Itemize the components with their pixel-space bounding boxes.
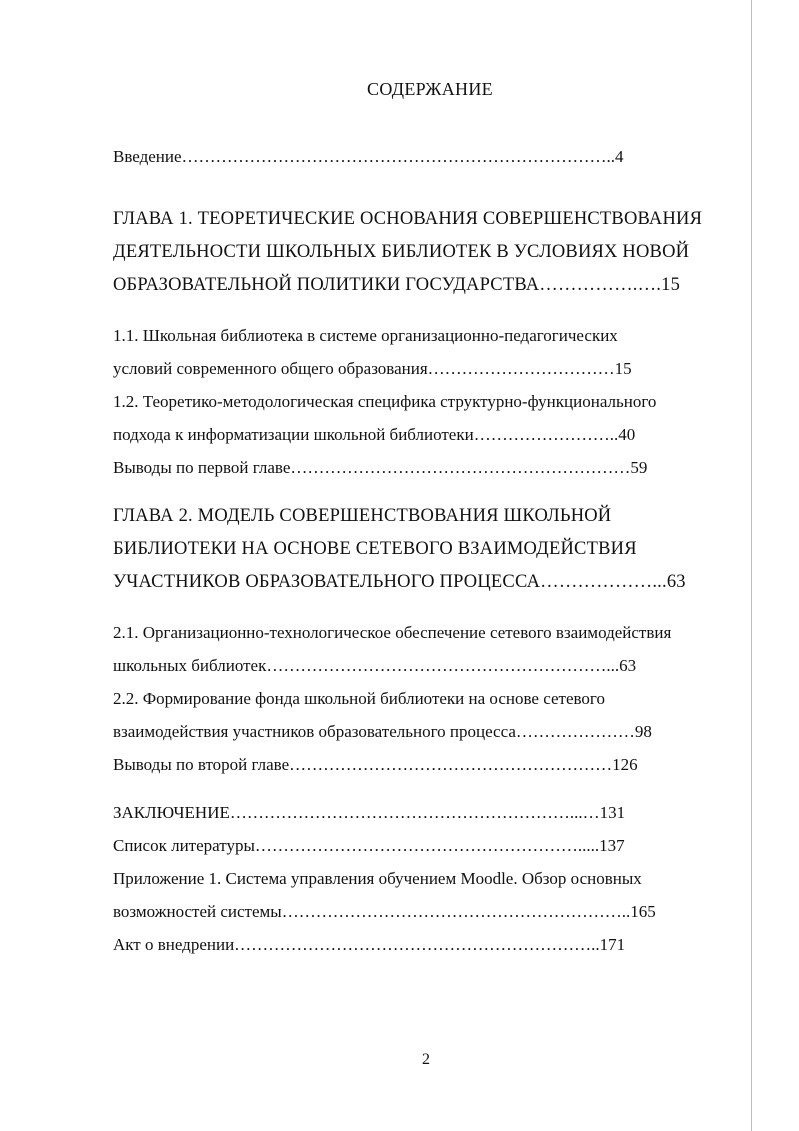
toc-entry-bibliography: Список литературы………………………………………………….....137 <box>113 836 625 855</box>
toc-section-1-2-line-2: подхода к информатизации школьной библиотеки……………………..40 <box>113 425 636 444</box>
page-edge-divider <box>751 0 752 1131</box>
toc-chapter-2-line-1: ГЛАВА 2. МОДЕЛЬ СОВЕРШЕНСТВОВАНИЯ ШКОЛЬНОЙ <box>113 506 612 526</box>
toc-entry-conclusions-chapter-2: Выводы по второй главе…………………………………………………126 <box>113 755 638 774</box>
toc-section-1-1-line-1: 1.1. Школьная библиотека в системе организационно-педагогических <box>113 326 618 345</box>
toc-entry-implementation-act: Акт о внедрении………………………………………………………..171 <box>113 935 626 954</box>
toc-section-2-1-line-1: 2.1. Организационно-технологическое обеспечение сетевого взаимодействия <box>113 623 672 642</box>
toc-chapter-2-line-3: УЧАСТНИКОВ ОБРАЗОВАТЕЛЬНОГО ПРОЦЕССА………………...63 <box>113 572 686 592</box>
toc-entry-conclusion: ЗАКЛЮЧЕНИЕ……………………………………………………...…131 <box>113 803 626 822</box>
page-number: 2 <box>422 1051 430 1068</box>
toc-chapter-1-line-3: ОБРАЗОВАТЕЛЬНОЙ ПОЛИТИКИ ГОСУДАРСТВА…………….….15 <box>113 275 681 295</box>
toc-entry-conclusions-chapter-1: Выводы по первой главе……………………………………………………59 <box>113 458 648 477</box>
toc-entry-appendix-1-line-1: Приложение 1. Система управления обучением Moodle. Обзор основных <box>113 869 642 888</box>
toc-section-2-2-line-1: 2.2. Формирование фонда школьной библиотеки на основе сетевого <box>113 689 605 708</box>
toc-chapter-1-line-1: ГЛАВА 1. ТЕОРЕТИЧЕСКИЕ ОСНОВАНИЯ СОВЕРШЕНСТВОВАНИЯ <box>113 209 703 229</box>
toc-entry-appendix-1-line-2: возможностей системы……………………………………………………..165 <box>113 902 656 921</box>
toc-section-2-1-line-2: школьных библиотек……………………………………………………...63 <box>113 656 637 675</box>
toc-section-1-2-line-1: 1.2. Теоретико-методологическая специфика структурно-функционального <box>113 392 657 411</box>
toc-chapter-2-line-2: БИБЛИОТЕКИ НА ОСНОВЕ СЕТЕВОГО ВЗАИМОДЕЙСТВИЯ <box>113 539 637 559</box>
toc-section-1-1-line-2: условий современного общего образования……………………………15 <box>113 359 632 378</box>
toc-title: СОДЕРЖАНИЕ <box>367 79 493 99</box>
toc-entry-introduction: Введение…………………………………………………………………..4 <box>113 147 624 166</box>
toc-section-2-2-line-2: взаимодействия участников образовательного процесса…………………98 <box>113 722 652 741</box>
toc-chapter-1-line-2: ДЕЯТЕЛЬНОСТИ ШКОЛЬНЫХ БИБЛИОТЕК В УСЛОВИЯХ НОВОЙ <box>113 242 690 262</box>
